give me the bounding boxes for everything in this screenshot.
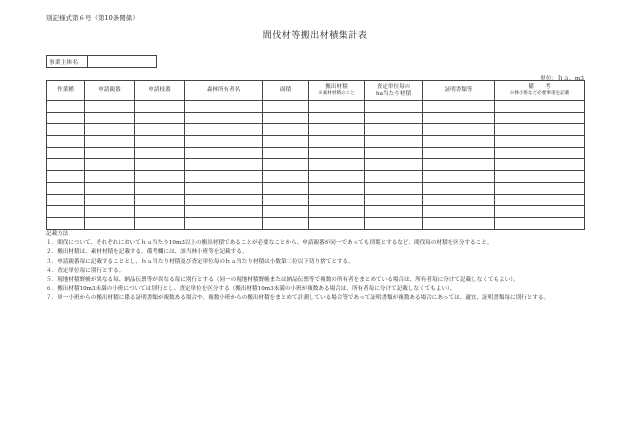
table-cell[interactable] xyxy=(135,101,185,113)
col-header: 査定単位毎の ha当たり材積 xyxy=(365,81,423,101)
note-item: ５．現地材積野帳が異なる毎、納品伝票等が異なる毎に別行とする（同一の現地材積野帳または納品伝票等で複数の所有者をまとめている場合は、所有者毎に分けて記載しなくてもよい）。 xyxy=(46,277,519,284)
table-cell[interactable] xyxy=(135,136,185,148)
table-cell[interactable] xyxy=(365,217,423,229)
table-row xyxy=(47,206,585,218)
table-cell[interactable] xyxy=(85,136,135,148)
table-cell[interactable] xyxy=(423,194,495,206)
table-cell[interactable] xyxy=(423,206,495,218)
note-item: １．間伐について、それぞれにおいてｈａ当たり10m3以上の搬出材積であることが必要なことから、申請親番が同一であっても別葉とするなど、間伐毎の材積を区分すること。 xyxy=(46,240,493,247)
table-cell[interactable] xyxy=(135,206,185,218)
table-cell[interactable] xyxy=(135,171,185,183)
entity-box xyxy=(46,55,157,68)
table-cell[interactable] xyxy=(365,124,423,136)
col-header: 森林所有者名 xyxy=(185,81,263,101)
table-cell[interactable] xyxy=(263,112,309,124)
table-cell[interactable] xyxy=(47,112,85,124)
table-cell[interactable] xyxy=(185,159,263,171)
unit-label: 単位：ｈａ、m3 xyxy=(540,76,584,82)
note-item: ７．単一小班からの搬出材積に係る証明書類が複数ある場合や、複数小班からの搬出材積をまとめて計測している場合等であって証明書類が複数ある場合にあっては、適宜、証明書類毎に別行とする。 xyxy=(46,295,550,302)
table-cell[interactable] xyxy=(365,159,423,171)
entity-label: 事業主体名 xyxy=(47,56,88,68)
table-cell[interactable] xyxy=(495,217,585,229)
table-cell[interactable] xyxy=(185,101,263,113)
col-header: 搬出材積 ※素材材積のこと xyxy=(309,81,365,101)
table-cell[interactable] xyxy=(495,147,585,159)
table-cell[interactable] xyxy=(263,147,309,159)
table-cell[interactable] xyxy=(85,124,135,136)
table-cell[interactable] xyxy=(309,101,365,113)
table-row xyxy=(47,124,585,136)
table-row xyxy=(47,217,585,229)
table-row xyxy=(47,147,585,159)
table-cell[interactable] xyxy=(263,124,309,136)
table-cell[interactable] xyxy=(85,147,135,159)
table-cell[interactable] xyxy=(47,194,85,206)
table-cell[interactable] xyxy=(309,206,365,218)
table-cell[interactable] xyxy=(423,101,495,113)
table-row xyxy=(47,101,585,113)
table-cell[interactable] xyxy=(185,194,263,206)
table-row xyxy=(47,194,585,206)
table-cell[interactable] xyxy=(47,171,85,183)
table-cell[interactable] xyxy=(47,217,85,229)
table-cell[interactable] xyxy=(85,217,135,229)
table-cell[interactable] xyxy=(263,171,309,183)
notes-title: 記載方法 xyxy=(46,231,69,237)
table-cell[interactable] xyxy=(495,194,585,206)
table-cell[interactable] xyxy=(365,136,423,148)
table-cell[interactable] xyxy=(135,159,185,171)
table-cell[interactable] xyxy=(495,206,585,218)
table-cell[interactable] xyxy=(309,147,365,159)
col-header: 備 考 ※林小班など必要事項を記載 xyxy=(495,81,585,101)
note-item: ４．査定単位毎に別行とする。 xyxy=(46,267,125,274)
table-cell[interactable] xyxy=(423,124,495,136)
table-cell[interactable] xyxy=(135,182,185,194)
table-cell[interactable] xyxy=(365,182,423,194)
note-item: ３．申請親番毎に記載することとし、ｈａ当たり材積及び査定単位毎のｈａ当たり材積は小数第二位以下切り捨てとする。 xyxy=(46,258,354,265)
table-cell[interactable] xyxy=(85,194,135,206)
table-cell[interactable] xyxy=(423,182,495,194)
table-cell[interactable] xyxy=(423,159,495,171)
col-header: 証明書類等 xyxy=(423,81,495,101)
table-cell[interactable] xyxy=(309,112,365,124)
table-cell[interactable] xyxy=(47,206,85,218)
table-cell[interactable] xyxy=(365,101,423,113)
table-cell[interactable] xyxy=(423,136,495,148)
table-cell[interactable] xyxy=(185,147,263,159)
table-cell[interactable] xyxy=(263,217,309,229)
table-cell[interactable] xyxy=(495,112,585,124)
col-header: 申請親番 xyxy=(85,81,135,101)
table-cell[interactable] xyxy=(309,136,365,148)
table-cell[interactable] xyxy=(85,159,135,171)
table-cell[interactable] xyxy=(365,112,423,124)
table-cell[interactable] xyxy=(47,159,85,171)
table-cell[interactable] xyxy=(85,182,135,194)
table-cell[interactable] xyxy=(495,124,585,136)
table-cell[interactable] xyxy=(365,171,423,183)
table-row xyxy=(47,171,585,183)
table-cell[interactable] xyxy=(185,136,263,148)
table-cell[interactable] xyxy=(495,182,585,194)
table-cell[interactable] xyxy=(85,171,135,183)
table-cell[interactable] xyxy=(135,112,185,124)
table-cell[interactable] xyxy=(47,101,85,113)
table-cell[interactable] xyxy=(185,124,263,136)
col-header: 作業種 xyxy=(47,81,85,101)
table-cell[interactable] xyxy=(309,171,365,183)
table-cell[interactable] xyxy=(263,182,309,194)
table-cell[interactable] xyxy=(365,194,423,206)
table-cell[interactable] xyxy=(263,206,309,218)
table-cell[interactable] xyxy=(135,124,185,136)
page-title: 間伐材等搬出材積集計表 xyxy=(262,31,368,41)
table-cell[interactable] xyxy=(85,206,135,218)
table-cell[interactable] xyxy=(309,124,365,136)
table-cell[interactable] xyxy=(263,136,309,148)
table-cell[interactable] xyxy=(309,182,365,194)
table-row xyxy=(47,182,585,194)
table-cell[interactable] xyxy=(423,112,495,124)
instructions xyxy=(46,230,586,304)
table-row xyxy=(47,112,585,124)
table-row xyxy=(47,136,585,148)
entity-field[interactable] xyxy=(88,56,157,68)
table-cell[interactable] xyxy=(309,217,365,229)
table-cell[interactable] xyxy=(365,206,423,218)
table-cell[interactable] xyxy=(135,217,185,229)
table-cell[interactable] xyxy=(47,147,85,159)
form-number: 別記様式第６号（第10条関係） xyxy=(46,14,139,22)
table-cell[interactable] xyxy=(85,101,135,113)
table-cell[interactable] xyxy=(365,147,423,159)
table-cell[interactable] xyxy=(185,112,263,124)
table-cell[interactable] xyxy=(495,159,585,171)
note-item: ２．搬出材積は、素材材積を記載する。備考欄には、該当林小班等を記載する。 xyxy=(46,249,248,256)
table-cell[interactable] xyxy=(47,136,85,148)
header-row xyxy=(47,81,585,101)
table-cell[interactable] xyxy=(85,112,135,124)
table-cell[interactable] xyxy=(495,101,585,113)
table-cell[interactable] xyxy=(495,136,585,148)
table-cell[interactable] xyxy=(309,194,365,206)
col-header: 面積 xyxy=(263,81,309,101)
col-header: 申請枝番 xyxy=(135,81,185,101)
table-cell[interactable] xyxy=(135,147,185,159)
table-cell[interactable] xyxy=(423,147,495,159)
table-cell[interactable] xyxy=(185,182,263,194)
table-cell[interactable] xyxy=(47,124,85,136)
table-cell[interactable] xyxy=(263,159,309,171)
data-table xyxy=(46,80,585,230)
table-cell[interactable] xyxy=(135,194,185,206)
table-cell[interactable] xyxy=(263,194,309,206)
note-item: ６．搬出材積10m3未満の小班については別行とし、査定単位を区分する（搬出材積10m3未満の小班が複数ある場合は、所有者毎に分けて記載しなくてもよい）。 xyxy=(46,286,456,293)
table-cell[interactable] xyxy=(423,217,495,229)
table-cell[interactable] xyxy=(495,171,585,183)
table-row xyxy=(47,159,585,171)
table-cell[interactable] xyxy=(185,217,263,229)
table-cell[interactable] xyxy=(185,206,263,218)
table-cell[interactable] xyxy=(263,101,309,113)
table-cell[interactable] xyxy=(309,159,365,171)
table-cell[interactable] xyxy=(423,171,495,183)
table-cell[interactable] xyxy=(47,182,85,194)
table-cell[interactable] xyxy=(185,171,263,183)
